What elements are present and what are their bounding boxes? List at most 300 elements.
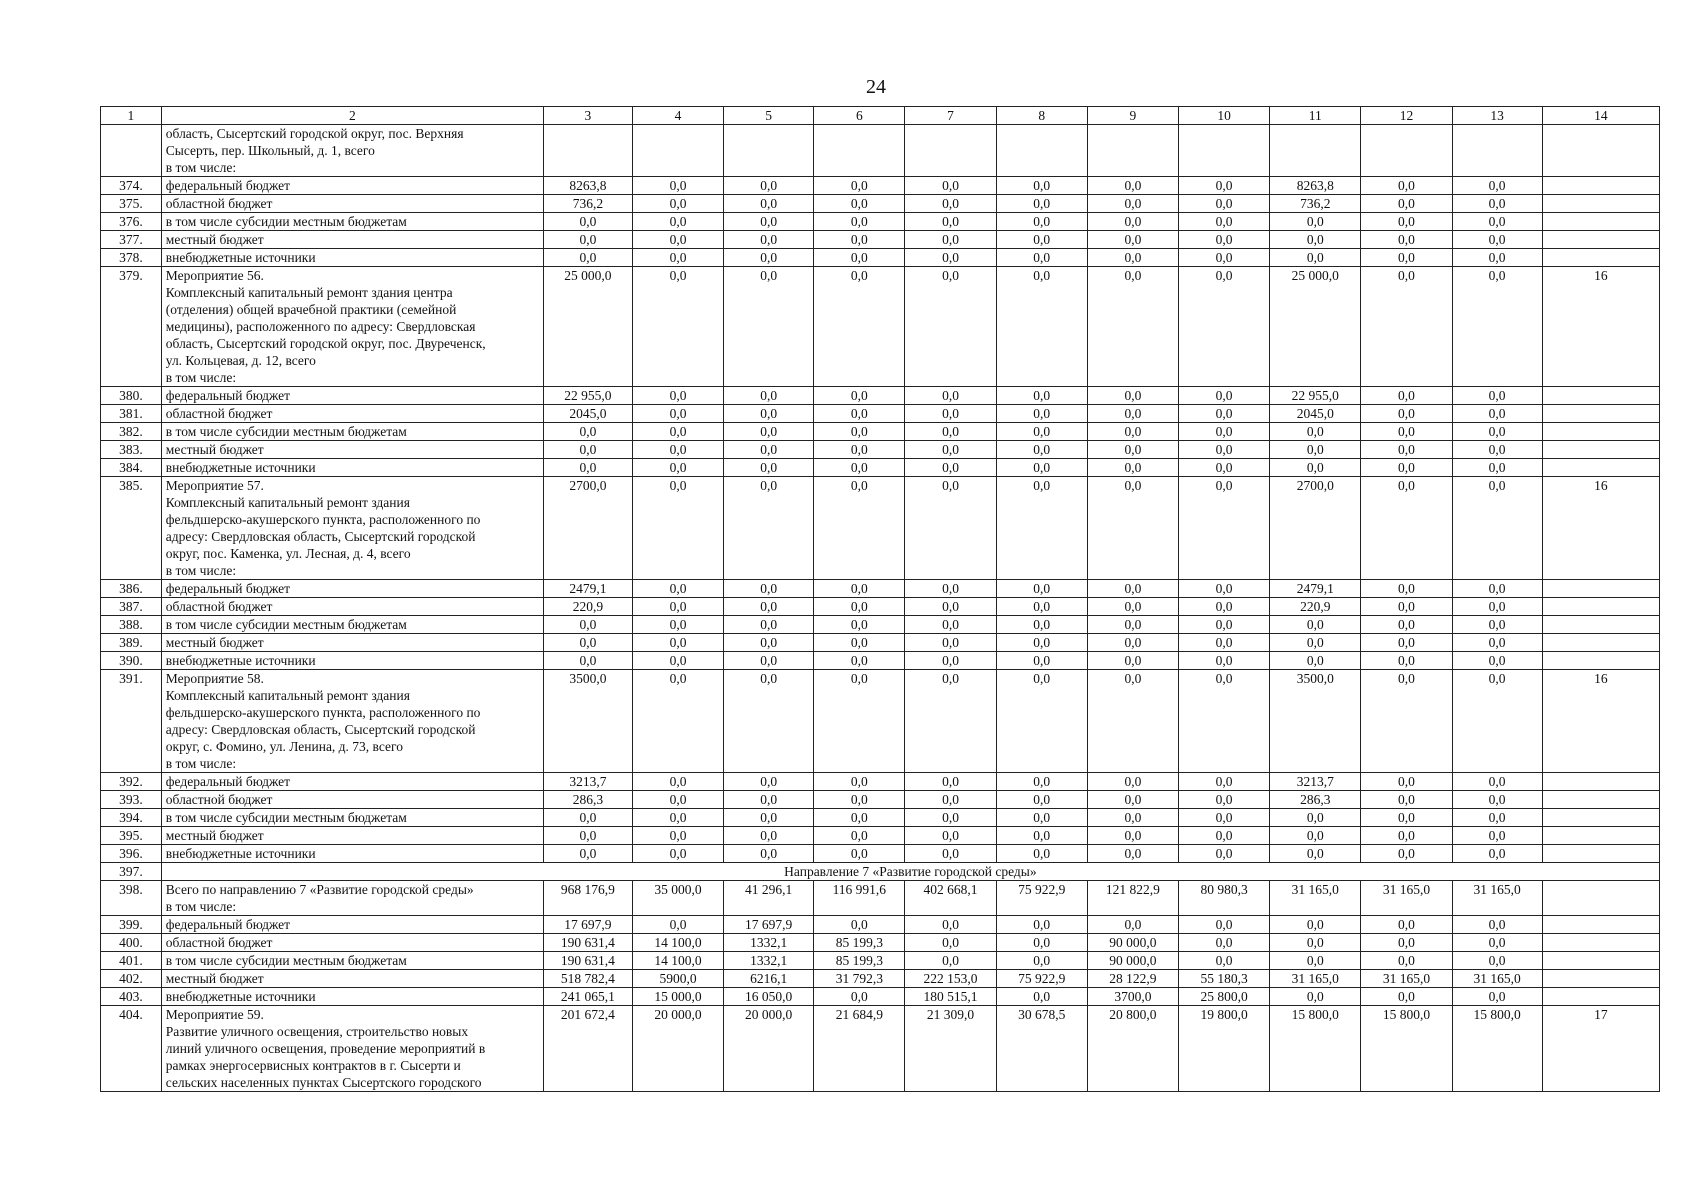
value-cell: 0,0: [1361, 616, 1452, 634]
value-cell: 0,0: [632, 827, 723, 845]
value-cell: 0,0: [1178, 634, 1269, 652]
note-cell: 16: [1542, 477, 1659, 580]
row-description: областной бюджет: [161, 791, 543, 809]
value-cell: 0,0: [1178, 423, 1269, 441]
value-cell: 0,0: [996, 598, 1087, 616]
value-cell: 0,0: [996, 387, 1087, 405]
value-cell: 0,0: [1270, 231, 1361, 249]
value-cell: 180 515,1: [905, 988, 996, 1006]
value-cell: 0,0: [905, 598, 996, 616]
value-cell: 0,0: [1270, 988, 1361, 1006]
row-number: 395.: [101, 827, 162, 845]
value-cell: 0,0: [543, 423, 632, 441]
value-cell: 0,0: [1361, 952, 1452, 970]
table-row: [101, 916, 1660, 934]
value-cell: 0,0: [996, 195, 1087, 213]
value-cell: 0,0: [1452, 827, 1542, 845]
table-row: [101, 267, 1660, 387]
row-number: 388.: [101, 616, 162, 634]
value-cell: 3500,0: [1270, 670, 1361, 773]
value-cell: 0,0: [1087, 477, 1178, 580]
value-cell: 0,0: [905, 934, 996, 952]
row-description: местный бюджет: [161, 231, 543, 249]
value-cell: 0,0: [1087, 213, 1178, 231]
value-cell: 0,0: [905, 809, 996, 827]
value-cell: 2700,0: [1270, 477, 1361, 580]
value-cell: 0,0: [1178, 267, 1269, 387]
value-cell: 75 922,9: [996, 881, 1087, 916]
value-cell: 0,0: [632, 267, 723, 387]
value-cell: 15 800,0: [1270, 1006, 1361, 1092]
value-cell: 0,0: [905, 177, 996, 195]
value-cell: 0,0: [814, 267, 905, 387]
value-cell: 0,0: [724, 249, 814, 267]
row-number: 391.: [101, 670, 162, 773]
table-header-row: [101, 107, 1660, 125]
row-description: местный бюджет: [161, 441, 543, 459]
column-number-header: 10: [1178, 107, 1269, 125]
table-row: [101, 459, 1660, 477]
value-cell: 2045,0: [543, 405, 632, 423]
value-cell: 41 296,1: [724, 881, 814, 916]
value-cell: 0,0: [632, 459, 723, 477]
note-cell: [1542, 988, 1659, 1006]
value-cell: 0,0: [724, 652, 814, 670]
value-cell: 0,0: [1452, 195, 1542, 213]
row-number: 396.: [101, 845, 162, 863]
value-cell: 0,0: [724, 477, 814, 580]
value-cell: 0,0: [1361, 405, 1452, 423]
table-row: [101, 773, 1660, 791]
value-cell: 0,0: [1178, 952, 1269, 970]
note-cell: [1542, 441, 1659, 459]
row-description: Всего по направлению 7 «Развитие городской среды» в том числе:: [161, 881, 543, 916]
row-description: область, Сысертский городской округ, пос. Верхняя Сысерть, пер. Школьный, д. 1, всего в том числе:: [161, 125, 543, 177]
value-cell: 0,0: [724, 423, 814, 441]
value-cell: 15 000,0: [632, 988, 723, 1006]
note-cell: [1542, 598, 1659, 616]
table-row: [101, 809, 1660, 827]
value-cell: 0,0: [814, 477, 905, 580]
value-cell: 0,0: [905, 670, 996, 773]
value-cell: 1332,1: [724, 952, 814, 970]
row-description: в том числе субсидии местным бюджетам: [161, 952, 543, 970]
value-cell: 17 697,9: [543, 916, 632, 934]
value-cell: 0,0: [632, 231, 723, 249]
value-cell: 0,0: [814, 213, 905, 231]
value-cell: 0,0: [543, 441, 632, 459]
value-cell: 0,0: [632, 670, 723, 773]
row-description: местный бюджет: [161, 970, 543, 988]
value-cell: 0,0: [724, 405, 814, 423]
value-cell: 0,0: [996, 845, 1087, 863]
row-description: внебюджетные источники: [161, 988, 543, 1006]
value-cell: [814, 125, 905, 177]
value-cell: 0,0: [1452, 387, 1542, 405]
note-cell: [1542, 387, 1659, 405]
value-cell: 0,0: [543, 634, 632, 652]
value-cell: 0,0: [905, 387, 996, 405]
value-cell: 0,0: [1087, 809, 1178, 827]
value-cell: 0,0: [905, 249, 996, 267]
note-cell: [1542, 249, 1659, 267]
value-cell: 0,0: [1452, 916, 1542, 934]
value-cell: 0,0: [724, 441, 814, 459]
note-cell: [1542, 580, 1659, 598]
value-cell: 0,0: [996, 477, 1087, 580]
value-cell: 0,0: [1178, 934, 1269, 952]
value-cell: 0,0: [1178, 791, 1269, 809]
value-cell: 0,0: [1452, 773, 1542, 791]
value-cell: 0,0: [1452, 934, 1542, 952]
column-number-header: 1: [101, 107, 162, 125]
column-number-header: 8: [996, 107, 1087, 125]
value-cell: 0,0: [1361, 267, 1452, 387]
table-row: [101, 988, 1660, 1006]
value-cell: 0,0: [632, 195, 723, 213]
value-cell: 0,0: [996, 916, 1087, 934]
value-cell: 0,0: [1087, 845, 1178, 863]
value-cell: 0,0: [814, 634, 905, 652]
column-number-header: 13: [1452, 107, 1542, 125]
row-number: 399.: [101, 916, 162, 934]
value-cell: 0,0: [905, 916, 996, 934]
column-number-header: 9: [1087, 107, 1178, 125]
value-cell: 0,0: [996, 177, 1087, 195]
table-row: [101, 387, 1660, 405]
value-cell: 0,0: [905, 267, 996, 387]
value-cell: 0,0: [1178, 580, 1269, 598]
value-cell: 0,0: [1270, 916, 1361, 934]
value-cell: 16 050,0: [724, 988, 814, 1006]
value-cell: 0,0: [1178, 773, 1269, 791]
value-cell: 968 176,9: [543, 881, 632, 916]
value-cell: 0,0: [632, 616, 723, 634]
value-cell: 0,0: [1270, 827, 1361, 845]
value-cell: 402 668,1: [905, 881, 996, 916]
value-cell: 0,0: [1087, 405, 1178, 423]
value-cell: 0,0: [1178, 827, 1269, 845]
value-cell: 0,0: [996, 952, 1087, 970]
table-row: [101, 213, 1660, 231]
value-cell: 0,0: [632, 405, 723, 423]
value-cell: 21 309,0: [905, 1006, 996, 1092]
value-cell: 0,0: [1178, 231, 1269, 249]
row-description: в том числе субсидии местным бюджетам: [161, 213, 543, 231]
value-cell: 0,0: [996, 213, 1087, 231]
value-cell: [996, 125, 1087, 177]
table-row: [101, 405, 1660, 423]
value-cell: 25 000,0: [1270, 267, 1361, 387]
value-cell: 31 165,0: [1452, 881, 1542, 916]
value-cell: 0,0: [1178, 916, 1269, 934]
value-cell: 0,0: [1452, 459, 1542, 477]
value-cell: 0,0: [1361, 177, 1452, 195]
value-cell: 0,0: [1361, 423, 1452, 441]
value-cell: 0,0: [632, 249, 723, 267]
row-description: местный бюджет: [161, 827, 543, 845]
note-cell: [1542, 827, 1659, 845]
value-cell: 0,0: [724, 773, 814, 791]
table-row: [101, 231, 1660, 249]
value-cell: 0,0: [1087, 267, 1178, 387]
row-number: 397.: [101, 863, 162, 881]
value-cell: 25 800,0: [1178, 988, 1269, 1006]
value-cell: 0,0: [1178, 249, 1269, 267]
value-cell: 0,0: [1270, 634, 1361, 652]
table-row: [101, 125, 1660, 177]
value-cell: 0,0: [1087, 670, 1178, 773]
value-cell: 0,0: [1270, 809, 1361, 827]
budget-table: [100, 106, 1660, 1092]
value-cell: 0,0: [632, 177, 723, 195]
value-cell: 0,0: [814, 459, 905, 477]
value-cell: 222 153,0: [905, 970, 996, 988]
value-cell: 0,0: [1270, 441, 1361, 459]
table-row: [101, 195, 1660, 213]
row-number: 379.: [101, 267, 162, 387]
value-cell: [543, 125, 632, 177]
value-cell: 55 180,3: [1178, 970, 1269, 988]
column-number-header: 2: [161, 107, 543, 125]
value-cell: 90 000,0: [1087, 952, 1178, 970]
value-cell: 0,0: [814, 195, 905, 213]
value-cell: 20 000,0: [724, 1006, 814, 1092]
value-cell: 0,0: [1087, 195, 1178, 213]
value-cell: 0,0: [1087, 249, 1178, 267]
value-cell: 0,0: [1178, 598, 1269, 616]
value-cell: 0,0: [543, 845, 632, 863]
value-cell: 5900,0: [632, 970, 723, 988]
column-number-header: 12: [1361, 107, 1452, 125]
value-cell: 0,0: [1361, 988, 1452, 1006]
row-description: Мероприятие 57. Комплексный капитальный ремонт здания фельдшерско-акушерского пункта, расположенного по адресу: Свердловская область, Сысертский городской округ, пос. Каменка, ул. Лесная, д. 4, всего в том числе:: [161, 477, 543, 580]
value-cell: 220,9: [1270, 598, 1361, 616]
value-cell: 0,0: [724, 231, 814, 249]
note-cell: [1542, 634, 1659, 652]
row-description: Мероприятие 58. Комплексный капитальный ремонт здания фельдшерско-акушерского пункта, расположенного по адресу: Свердловская область, Сысертский городской округ, с. Фомино, ул. Ленина, д. 73, всего в том числе:: [161, 670, 543, 773]
value-cell: 0,0: [632, 773, 723, 791]
value-cell: 31 165,0: [1270, 970, 1361, 988]
value-cell: 0,0: [1361, 827, 1452, 845]
value-cell: 0,0: [814, 598, 905, 616]
value-cell: 0,0: [996, 580, 1087, 598]
value-cell: 0,0: [814, 988, 905, 1006]
value-cell: 0,0: [1087, 177, 1178, 195]
value-cell: [905, 125, 996, 177]
value-cell: 0,0: [543, 213, 632, 231]
value-cell: 0,0: [905, 213, 996, 231]
value-cell: 0,0: [1361, 459, 1452, 477]
value-cell: 0,0: [724, 213, 814, 231]
value-cell: 0,0: [1270, 423, 1361, 441]
table-row: [101, 934, 1660, 952]
row-number: 375.: [101, 195, 162, 213]
table-row: [101, 827, 1660, 845]
row-number: 402.: [101, 970, 162, 988]
value-cell: [632, 125, 723, 177]
row-description: областной бюджет: [161, 934, 543, 952]
value-cell: 0,0: [814, 177, 905, 195]
row-description: федеральный бюджет: [161, 773, 543, 791]
value-cell: 0,0: [905, 423, 996, 441]
value-cell: 31 165,0: [1452, 970, 1542, 988]
value-cell: 0,0: [996, 652, 1087, 670]
table-row: [101, 845, 1660, 863]
row-number: 404.: [101, 1006, 162, 1092]
value-cell: 85 199,3: [814, 934, 905, 952]
value-cell: 28 122,9: [1087, 970, 1178, 988]
note-cell: [1542, 773, 1659, 791]
row-description: местный бюджет: [161, 634, 543, 652]
value-cell: 0,0: [905, 441, 996, 459]
value-cell: 220,9: [543, 598, 632, 616]
value-cell: 0,0: [1087, 773, 1178, 791]
table-row: [101, 616, 1660, 634]
value-cell: 0,0: [814, 249, 905, 267]
table-row: [101, 477, 1660, 580]
row-number: 382.: [101, 423, 162, 441]
value-cell: 0,0: [543, 459, 632, 477]
value-cell: 0,0: [724, 634, 814, 652]
row-number: [101, 125, 162, 177]
value-cell: 0,0: [814, 387, 905, 405]
column-number-header: 11: [1270, 107, 1361, 125]
value-cell: 0,0: [1270, 616, 1361, 634]
note-cell: 16: [1542, 267, 1659, 387]
value-cell: 0,0: [996, 791, 1087, 809]
value-cell: 190 631,4: [543, 952, 632, 970]
value-cell: 0,0: [905, 231, 996, 249]
value-cell: 2045,0: [1270, 405, 1361, 423]
value-cell: 0,0: [996, 988, 1087, 1006]
table-row: [101, 791, 1660, 809]
note-cell: [1542, 405, 1659, 423]
column-number-header: 6: [814, 107, 905, 125]
value-cell: 0,0: [1087, 827, 1178, 845]
value-cell: 0,0: [1178, 670, 1269, 773]
value-cell: 0,0: [1361, 580, 1452, 598]
note-cell: [1542, 195, 1659, 213]
note-cell: [1542, 845, 1659, 863]
value-cell: 0,0: [632, 634, 723, 652]
table-row: [101, 881, 1660, 916]
table-row: [101, 441, 1660, 459]
value-cell: 0,0: [996, 634, 1087, 652]
value-cell: 0,0: [905, 477, 996, 580]
value-cell: 0,0: [996, 423, 1087, 441]
value-cell: 0,0: [632, 809, 723, 827]
value-cell: 0,0: [1087, 231, 1178, 249]
value-cell: 286,3: [543, 791, 632, 809]
value-cell: 0,0: [996, 934, 1087, 952]
value-cell: 30 678,5: [996, 1006, 1087, 1092]
note-cell: 16: [1542, 670, 1659, 773]
value-cell: 0,0: [1452, 952, 1542, 970]
value-cell: 25 000,0: [543, 267, 632, 387]
value-cell: 518 782,4: [543, 970, 632, 988]
value-cell: 0,0: [1087, 580, 1178, 598]
value-cell: 3213,7: [543, 773, 632, 791]
value-cell: 0,0: [905, 616, 996, 634]
value-cell: 0,0: [1178, 387, 1269, 405]
value-cell: 35 000,0: [632, 881, 723, 916]
value-cell: 0,0: [724, 387, 814, 405]
row-number: 390.: [101, 652, 162, 670]
value-cell: 0,0: [1178, 213, 1269, 231]
note-cell: [1542, 881, 1659, 916]
value-cell: 0,0: [814, 441, 905, 459]
value-cell: 0,0: [996, 441, 1087, 459]
value-cell: 0,0: [1452, 213, 1542, 231]
value-cell: 0,0: [632, 652, 723, 670]
value-cell: 0,0: [1361, 231, 1452, 249]
column-number-header: 5: [724, 107, 814, 125]
page-number: 24: [866, 76, 886, 98]
value-cell: 0,0: [1270, 934, 1361, 952]
value-cell: 0,0: [543, 249, 632, 267]
value-cell: 0,0: [1178, 195, 1269, 213]
value-cell: 0,0: [996, 809, 1087, 827]
value-cell: 0,0: [1087, 598, 1178, 616]
value-cell: 0,0: [1087, 916, 1178, 934]
value-cell: 0,0: [1452, 441, 1542, 459]
value-cell: 0,0: [724, 598, 814, 616]
value-cell: 0,0: [1452, 267, 1542, 387]
value-cell: 0,0: [724, 580, 814, 598]
value-cell: 116 991,6: [814, 881, 905, 916]
value-cell: 0,0: [1361, 670, 1452, 773]
value-cell: 0,0: [1087, 634, 1178, 652]
value-cell: 0,0: [1087, 791, 1178, 809]
value-cell: 0,0: [543, 827, 632, 845]
value-cell: 0,0: [905, 580, 996, 598]
value-cell: [1178, 125, 1269, 177]
row-description: областной бюджет: [161, 598, 543, 616]
row-number: 387.: [101, 598, 162, 616]
note-cell: [1542, 791, 1659, 809]
value-cell: 0,0: [1087, 459, 1178, 477]
value-cell: 121 822,9: [1087, 881, 1178, 916]
value-cell: 0,0: [1452, 177, 1542, 195]
value-cell: 0,0: [1178, 177, 1269, 195]
value-cell: 0,0: [632, 213, 723, 231]
row-number: 401.: [101, 952, 162, 970]
value-cell: 19 800,0: [1178, 1006, 1269, 1092]
value-cell: 0,0: [814, 580, 905, 598]
row-description: внебюджетные источники: [161, 652, 543, 670]
row-number: 374.: [101, 177, 162, 195]
row-description: федеральный бюджет: [161, 387, 543, 405]
value-cell: 31 165,0: [1270, 881, 1361, 916]
table-row: [101, 177, 1660, 195]
column-number-header: 14: [1542, 107, 1659, 125]
value-cell: 0,0: [1361, 387, 1452, 405]
value-cell: 31 165,0: [1361, 881, 1452, 916]
value-cell: 0,0: [724, 809, 814, 827]
value-cell: 0,0: [1361, 477, 1452, 580]
value-cell: 1332,1: [724, 934, 814, 952]
value-cell: 0,0: [996, 827, 1087, 845]
value-cell: 0,0: [905, 773, 996, 791]
note-cell: [1542, 177, 1659, 195]
note-cell: [1542, 616, 1659, 634]
value-cell: 0,0: [1270, 652, 1361, 670]
value-cell: 0,0: [1361, 195, 1452, 213]
row-description: внебюджетные источники: [161, 459, 543, 477]
value-cell: [724, 125, 814, 177]
value-cell: 0,0: [724, 459, 814, 477]
